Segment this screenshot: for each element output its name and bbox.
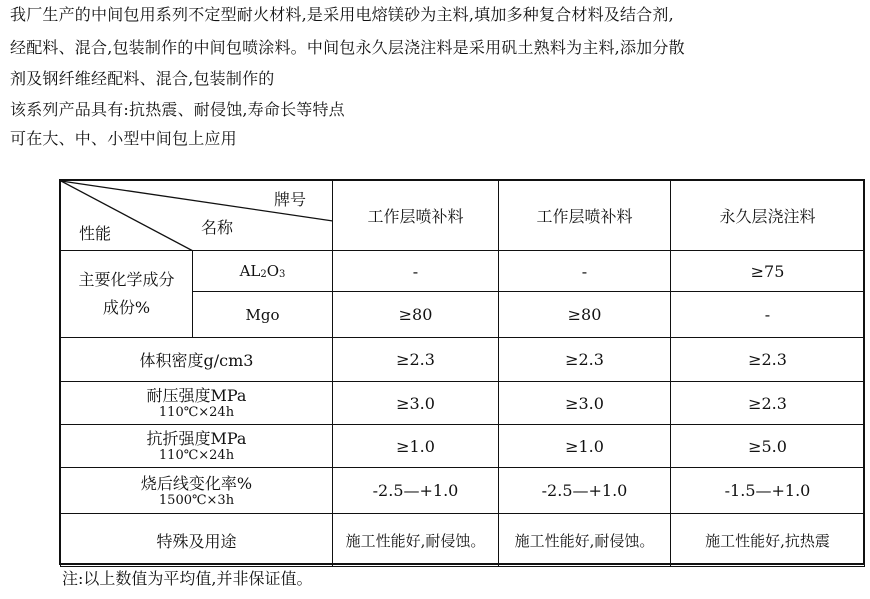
intro-line-4: 该系列产品具有:抗热震、耐侵蚀,寿命长等特点 [10, 100, 345, 119]
value-cell: - [671, 292, 865, 338]
footnote: 注:以上数值为平均值,并非保证值。 [62, 569, 313, 588]
table-row-linear-change [61, 468, 865, 514]
compressive-label-main: 耐压强度MPa [146, 386, 247, 405]
value-cell: ≥1.0 [333, 425, 499, 468]
diagonal-header-cell [61, 181, 333, 251]
density-label: 体积密度g/cm3 [61, 338, 333, 382]
value-cell: ≥75 [671, 251, 865, 292]
column-header: 工作层喷补料 [499, 181, 671, 251]
name-label: 名称 [201, 218, 234, 237]
value-cell: 施工性能好,耐侵蚀。 [499, 514, 671, 567]
value-cell: ≥5.0 [671, 425, 865, 468]
value-cell: ≥3.0 [499, 382, 671, 425]
table-row-flexural [61, 425, 865, 468]
chem-group-label-2: 成份% [102, 298, 151, 317]
compressive-label [61, 382, 333, 425]
linear-change-label [61, 468, 333, 514]
flexural-label [61, 425, 333, 468]
value-cell: -2.5—+1.0 [333, 468, 499, 514]
table-row-usage [61, 514, 865, 567]
value-cell: 施工性能好,耐侵蚀。 [333, 514, 499, 567]
table-row-compressive [61, 382, 865, 425]
column-header: 永久层浇注料 [671, 181, 865, 251]
chem-group-label [61, 251, 193, 338]
value-cell: -2.5—+1.0 [499, 468, 671, 514]
value-cell: -1.5—+1.0 [671, 468, 865, 514]
value-cell: ≥2.3 [499, 338, 671, 382]
flexural-label-main: 抗折强度MPa [146, 429, 247, 448]
value-cell: ≥80 [333, 292, 499, 338]
properties-table [60, 180, 865, 567]
usage-label: 特殊及用途 [61, 514, 333, 567]
property-label: 性能 [79, 224, 112, 243]
table-header-row [61, 181, 865, 251]
intro-line-1: 我厂生产的中间包用系列不定型耐火材料,是采用电熔镁砂为主料,填加多种复合材料及结合剂, [10, 5, 674, 24]
value-cell: ≥1.0 [499, 425, 671, 468]
table-row-al2o3 [61, 251, 865, 292]
mgo-label: Mgo [193, 292, 333, 338]
value-cell: ≥80 [499, 292, 671, 338]
value-cell: ≥2.3 [671, 382, 865, 425]
value-cell: ≥3.0 [333, 382, 499, 425]
intro-line-2: 经配料、混合,包装制作的中间包喷涂料。中间包永久层浇注料是采用矾土熟料为主料,添加分散 [10, 38, 685, 57]
column-header: 工作层喷补料 [333, 181, 499, 251]
intro-line-5: 可在大、中、小型中间包上应用 [10, 129, 237, 148]
chem-group-label-1: 主要化学成分 [78, 270, 175, 289]
compressive-condition: 110℃×24h [158, 405, 235, 420]
al2o3-label: AL2O3 [193, 251, 333, 292]
linear-change-condition: 1500℃×3h [158, 492, 235, 508]
value-cell: 施工性能好,抗热震 [671, 514, 865, 567]
value-cell: - [499, 251, 671, 292]
table-row-density [61, 338, 865, 382]
value-cell: ≥2.3 [671, 338, 865, 382]
intro-line-3: 剂及钢纤维经配料、混合,包装制作的 [10, 69, 275, 88]
linear-change-label-main: 烧后线变化率% [140, 473, 253, 493]
value-cell: - [333, 251, 499, 292]
flexural-condition: 110℃×24h [158, 448, 235, 463]
brand-label: 牌号 [273, 190, 306, 209]
value-cell: ≥2.3 [333, 338, 499, 382]
